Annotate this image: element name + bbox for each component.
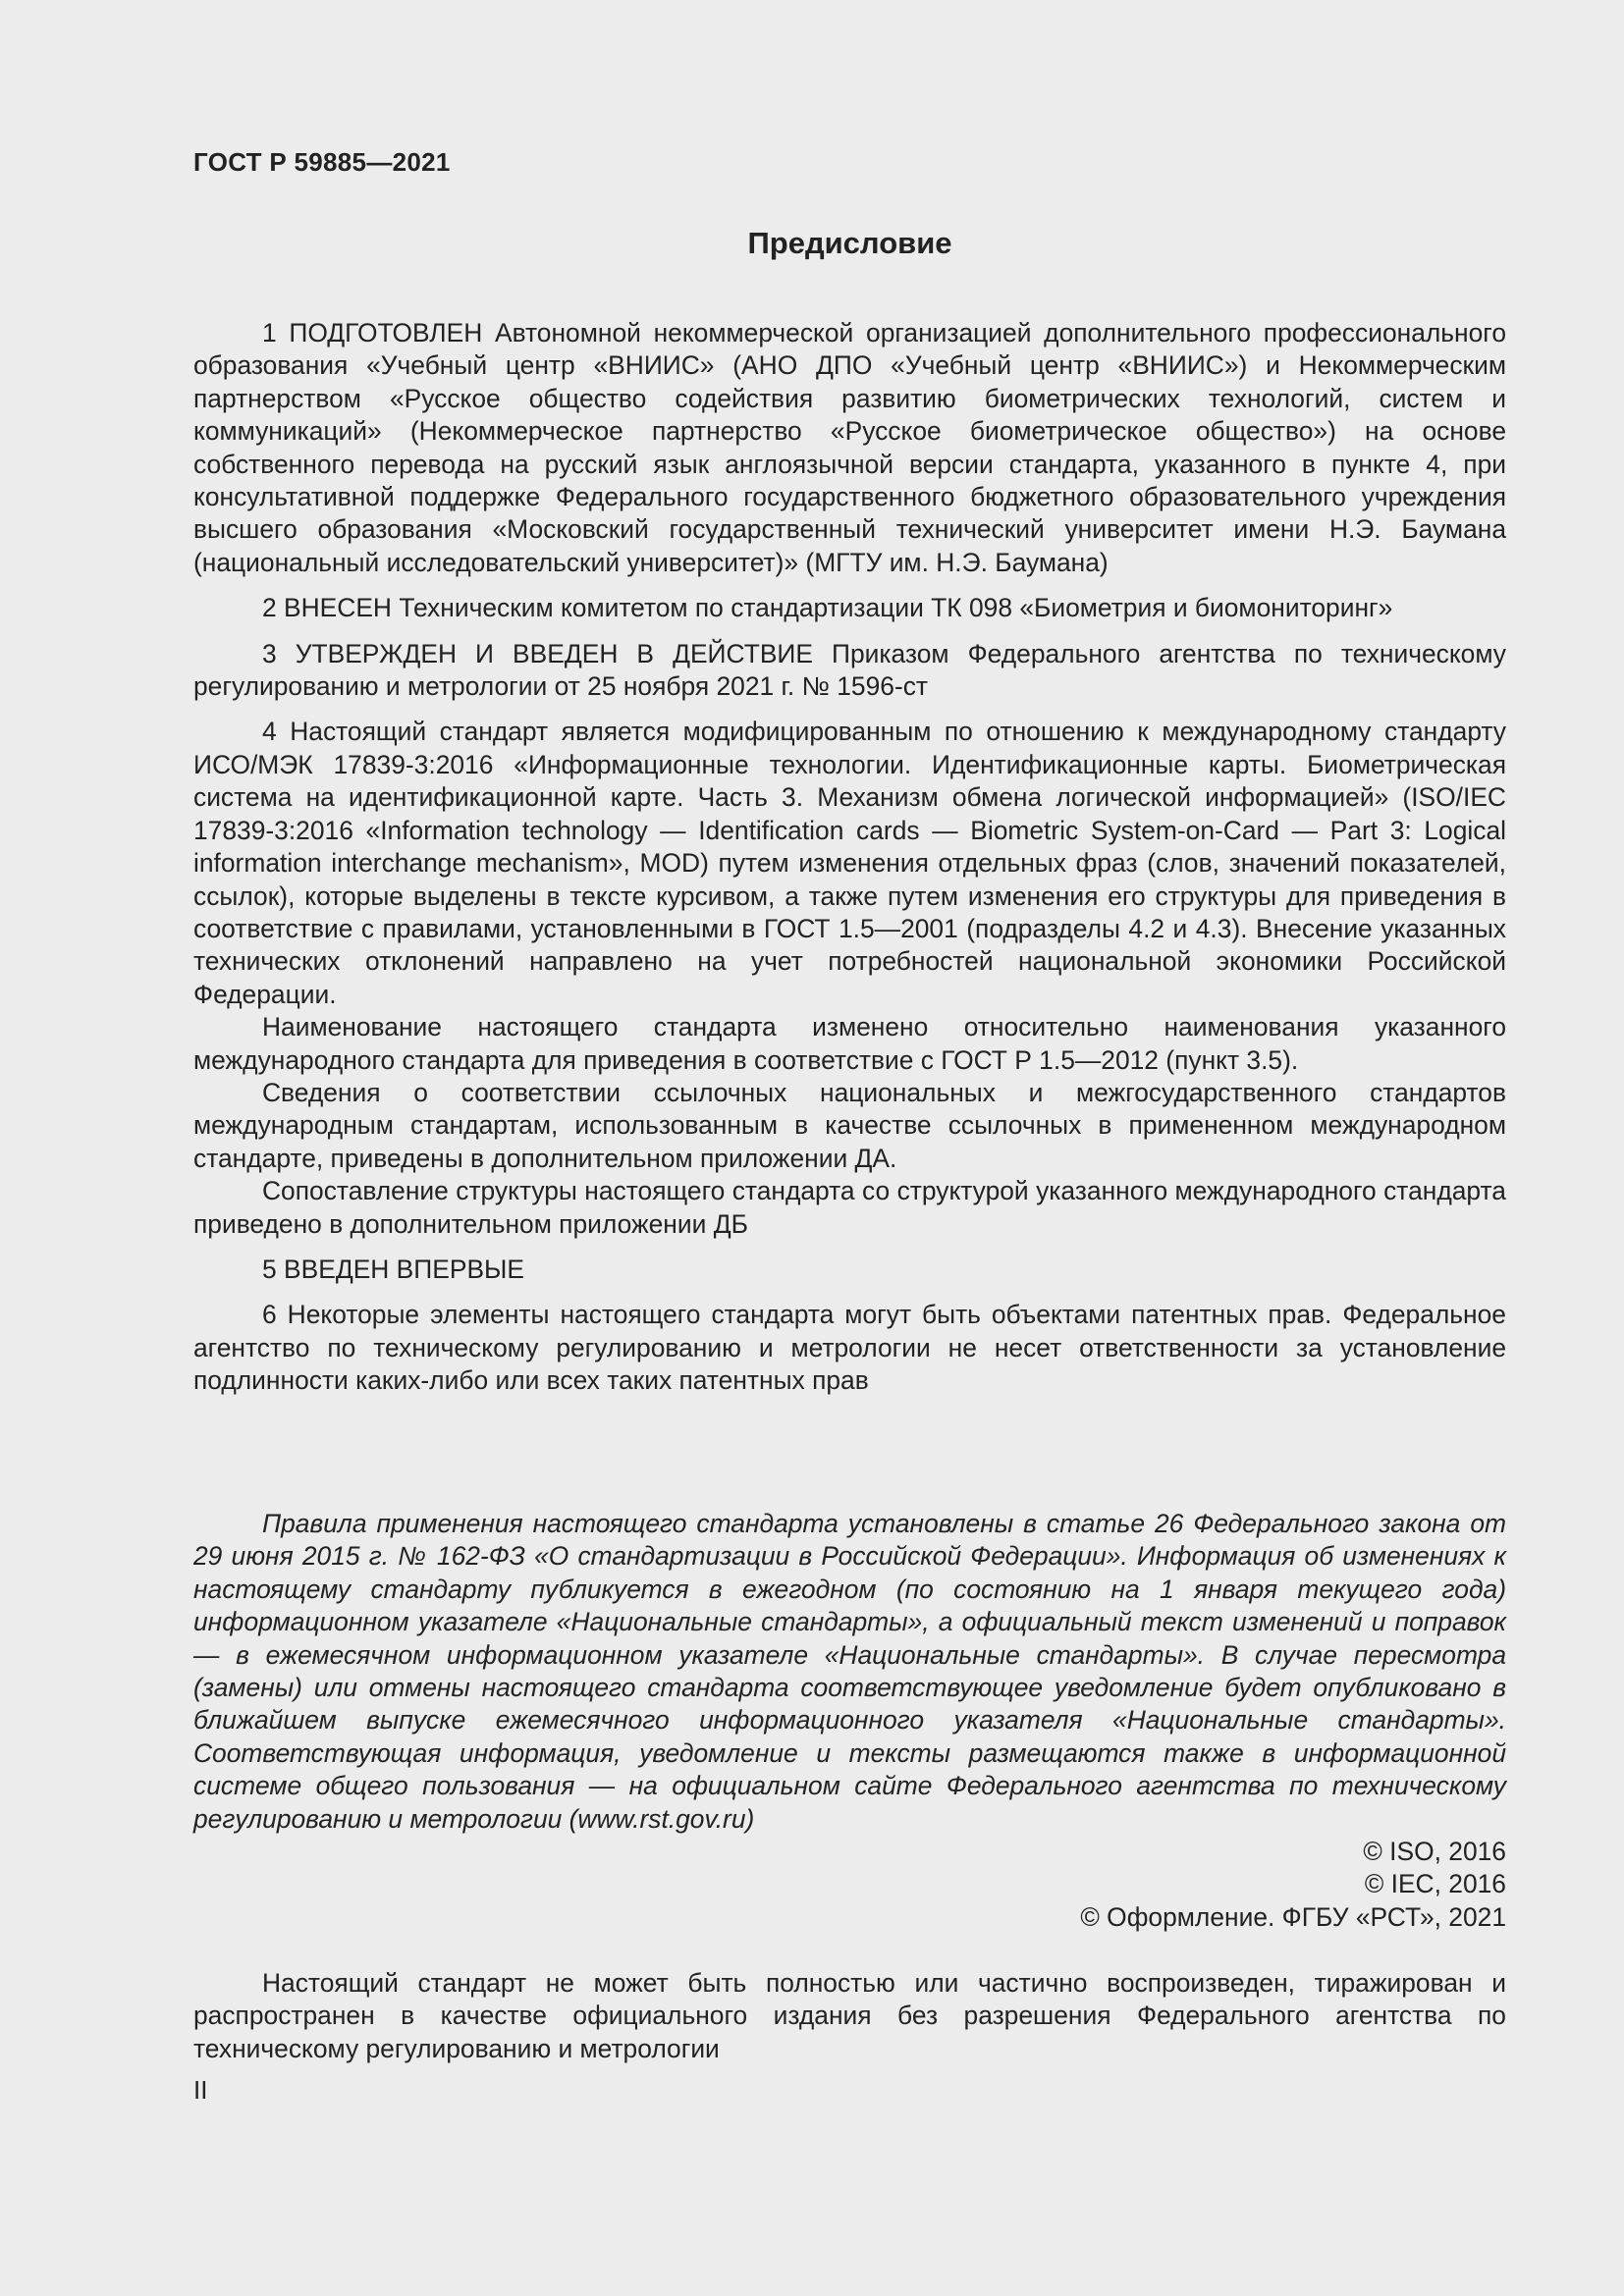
item-6: 6 Некоторые элементы настоящего стандарта могут быть объектами патентных прав. Федеральное агентство по техническому регулированию и метрологии не несет ответственности за установление подлинности каких-либо или всех таких патентных прав	[193, 1300, 1506, 1396]
copyright-rst: © Оформление. ФГБУ «РСТ», 2021	[1080, 1901, 1506, 1932]
copyright-iec: © IEC, 2016	[1364, 1869, 1506, 1899]
copyright-block	[1080, 1836, 1506, 1934]
item-3: 3 УТВЕРЖДЕН И ВВЕДЕН В ДЕЙСТВИЕ Приказом Федерального агентства по техническому регулированию и метрологии от 25 ноября 2021 г. № 1596-ст	[193, 638, 1506, 702]
item-4: 4 Настоящий стандарт является модифицированным по отношению к международному стандарту ИСО/МЭК 17839-3:2016 «Информационные технологии. Идентификационные карты. Биометрическая система на идентификационной карте. Часть 3. Механизм обмена логической информацией» (ISO/IEC 17839-3:2016 «Information technology — Identification cards — Biometric System-on-Card — Part 3: Logical information interchange mechanism», MOD) путем изменения отдельных фраз (слов, значений показателей, ссылок), которые выделены в тексте курсивом, а также путем изменения его структуры для приведения в соответствие с правилами, установленными в ГОСТ 1.5—2001 (подразделы 4.2 и 4.3). Внесение указанных технических отклонений направлено на учет потребностей национальной экономики Российской Федерации.	[193, 717, 1506, 1009]
copyright-iso: © ISO, 2016	[1363, 1837, 1506, 1866]
item-2: 2 ВНЕСЕН Техническим комитетом по стандартизации ТК 098 «Биометрия и биомониторинг»	[262, 593, 1393, 623]
foreword-body	[193, 317, 1506, 1398]
page-title: Предисловие	[747, 226, 952, 260]
document-page	[193, 0, 1506, 2296]
item-1: 1 ПОДГОТОВЛЕН Автономной некоммерческой организацией дополнительного профессионального образования «Учебный центр «ВНИИС» (АНО ДПО «Учебный центр «ВНИИС») и Некоммерческим партнерством «Русское общество содействия развитию биометрических технологий, систем и коммуникаций» (Некоммерческое партнерство «Русское биометрическое общество») на основе собственного перевода на русский язык англоязычной версии стандарта, указанного в пункте 4, при консультативной поддержке Федерального государственного бюджетного образовательного учреждения высшего образования «Московский государственный технический университет имени Н.Э. Баумана (национальный исследовательский университет)» (МГТУ им. Н.Э. Баумана)	[193, 318, 1506, 577]
page-number: II	[193, 2075, 208, 2105]
item-4-references-note: Сведения о соответствии ссылочных национальных и межгосударственного стандартов международным стандартам, использованным в качестве ссылочных в примененном международном стандарте, приведены в дополнительном приложении ДА.	[193, 1077, 1506, 1173]
item-4-structure-note: Сопоставление структуры настоящего стандарта со структурой указанного международного стандарта приведено в дополнительном приложении ДБ	[193, 1176, 1506, 1239]
document-code: ГОСТ Р 59885—2021	[193, 147, 451, 177]
reproduction-notice: Настоящий стандарт не может быть полностью или частично воспроизведен, тиражирован и распространен в качестве официального издания без разрешения Федерального агентства по техническому регулированию и метрологии	[193, 1968, 1506, 2063]
item-4-name-note: Наименование настоящего стандарта изменено относительно наименования указанного международного стандарта для приведения в соответствие с ГОСТ Р 1.5—2012 (пункт 3.5).	[193, 1012, 1506, 1075]
application-rules-notice: Правила применения настоящего стандарта установлены в статье 26 Федерального закона от 29 июня 2015 г. № 162-ФЗ «О стандартизации в Российской Федерации». Информация об изменениях к настоящему стандарту публикуется в ежегодном (по состоянию на 1 января текущего года) информационном указателе «Национальные стандарты», а официальный текст изменений и поправок — в ежемесячном информационном указателе «Национальные стандарты». В случае пересмотра (замены) или отмены настоящего стандарта соответствующее уведомление будет опубликовано в ближайшем выпуске ежемесячного информационного указателя «Национальные стандарты». Соответствующая информация, уведомление и тексты размещаются также в информационной системе общего пользования — на официальном сайте Федерального агентства по техническому регулированию и метрологии (www.rst.gov.ru)	[193, 1509, 1506, 1834]
item-5: 5 ВВЕДЕН ВПЕРВЫЕ	[262, 1254, 525, 1284]
